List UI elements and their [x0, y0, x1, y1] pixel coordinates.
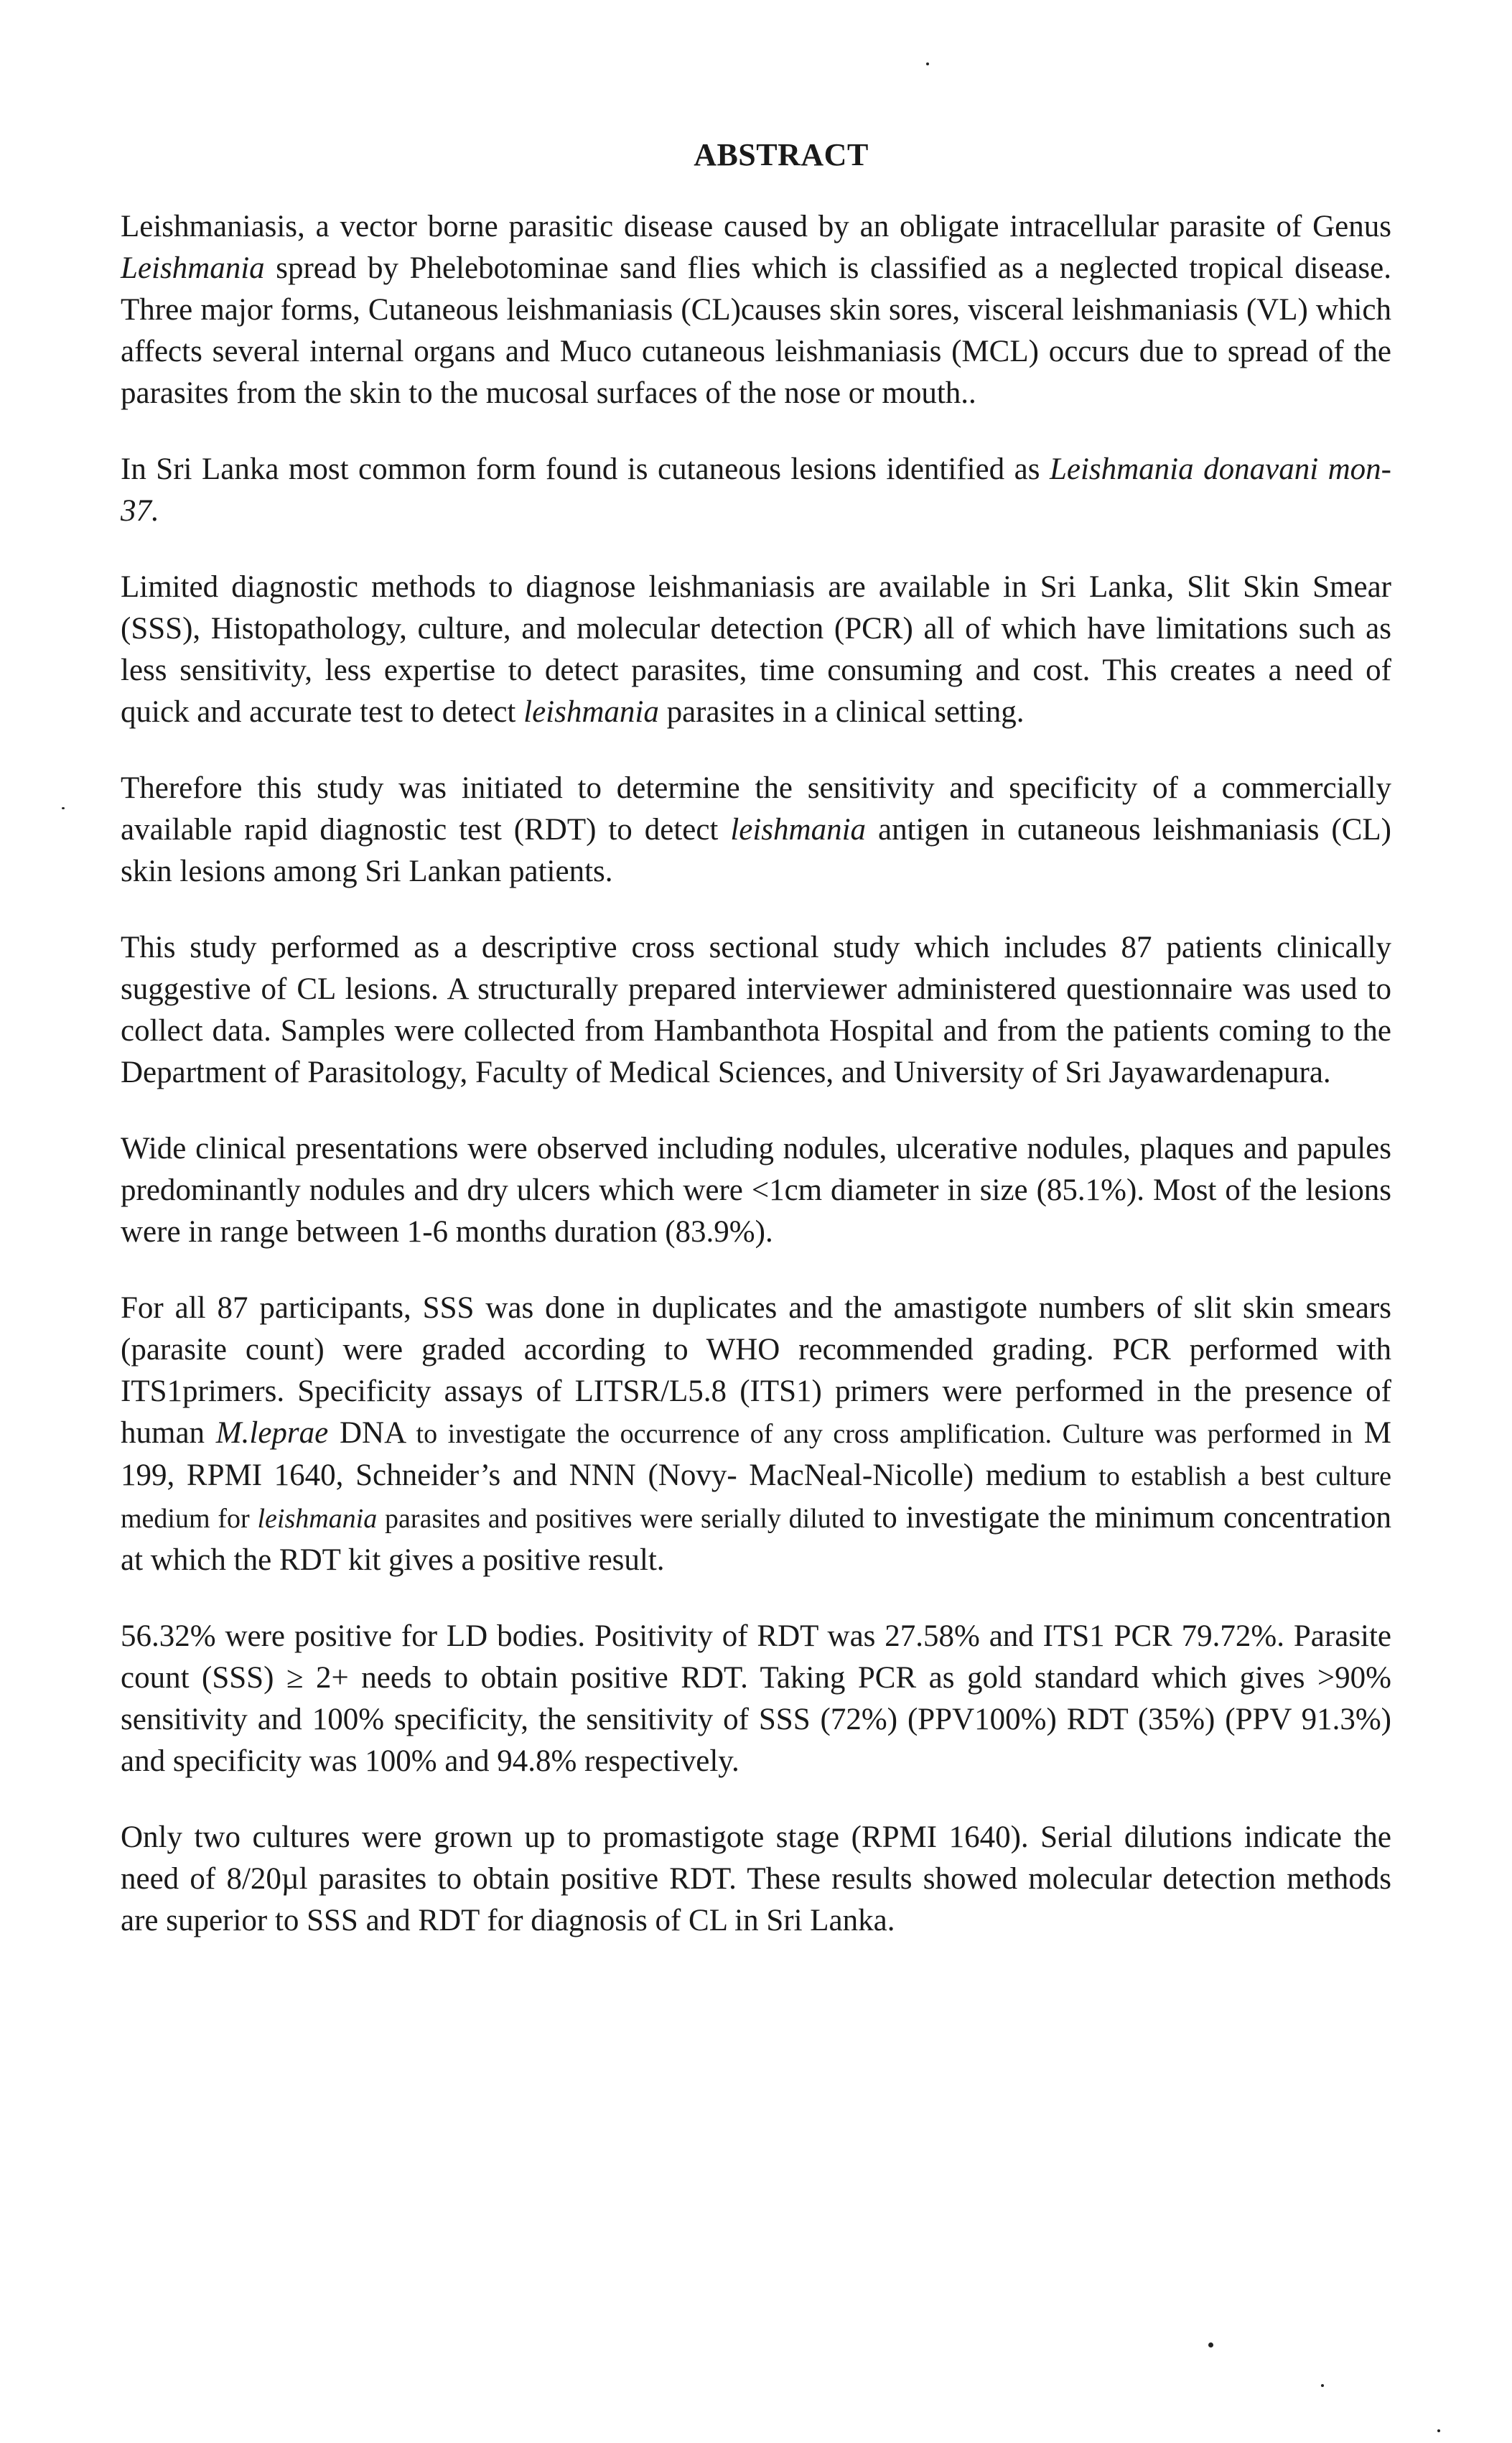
abstract-paragraph-p2 [121, 449, 1391, 532]
abstract-paragraph-p3 [121, 567, 1391, 733]
abstract-heading: ABSTRACT [694, 137, 869, 172]
italic-term: Leishmania [121, 251, 265, 285]
paragraph-text: parasites in a clinical setting. [658, 695, 1025, 729]
paragraph-text: Limited diagnostic methods to diagnose leishmaniasis are available in Sri Lanka, Slit Skin Smear (SSS), Histopathology, culture, and molecular detection (PCR) all of which have limitations such as less sensitivity, less expertise to detect parasites, time consuming and cost. This creates a need of quick and accurate test to detect [121, 570, 1391, 729]
paragraph-text: antigen in cutaneous leishmaniasis (CL) skin lesions among Sri Lankan patients. [121, 813, 1391, 888]
paragraph-text: to investigate the occurrence of any cross amplification. Culture was performed in [416, 1419, 1353, 1449]
abstract-paragraph-p6 [121, 1128, 1391, 1253]
paragraph-text: to investigate the minimum concentration at which the RDT kit gives a positive result. [121, 1501, 1391, 1577]
abstract-paragraph-p7 [121, 1288, 1391, 1581]
abstract-page [121, 136, 1391, 1976]
paragraph-text: Wide clinical presentations were observed including nodules, ulcerative nodules, plaques and papules predominantly nodules and dry ulcers which were <1cm diameter in size (85.1%). Most of the lesions were in range between 1-6 months duration (83.9%). [121, 1132, 1391, 1249]
paragraph-text: In Sri Lanka most common form found is cutaneous lesions identified as [121, 452, 1050, 486]
paragraph-text: Therefore this study was initiated to determine the sensitivity and specificity of a commercially available rapid diagnostic test (RDT) to detect [121, 771, 1391, 847]
paragraph-text: to establish a best culture medium for [121, 1461, 1391, 1534]
italic-term: leishmania [523, 695, 659, 729]
paragraph-text: DNA [328, 1416, 416, 1450]
paragraph-text: Only two cultures were grown up to promastigote stage (RPMI 1640). Serial dilutions indicate the need of 8/20µl parasites to obtain positive RDT. These results showed molecular detection methods are superior to SSS and RDT for diagnosis of CL in Sri Lanka. [121, 1820, 1391, 1937]
paragraph-text: Leishmaniasis, a vector borne parasitic disease caused by an obligate intracellular parasite of Genus [121, 210, 1391, 243]
abstract-paragraph-p1 [121, 206, 1391, 414]
abstract-paragraph-p5 [121, 927, 1391, 1094]
abstract-paragraph-p9 [121, 1817, 1391, 1942]
scan-speck [1321, 2384, 1324, 2387]
paragraph-text: M 199, RPMI 1640, Schneider’s and NNN (Novy- MacNeal-Nicolle) medium [121, 1416, 1391, 1492]
paragraph-text: For all 87 participants, SSS was done in duplicates and the amastigote numbers of slit skin smears (parasite count) were graded according to WHO recommended grading. PCR performed with ITS1primers. Specificity assays of LITSR/L5.8 (ITS1) primers were performed in the presence of human [121, 1291, 1391, 1450]
abstract-paragraph-p8 [121, 1616, 1391, 1782]
italic-term: leishmania [730, 813, 867, 847]
paragraph-text: spread by Phelebotominae sand flies which is classified as a neglected tropical disease. Three major forms, Cutaneous leishmaniasis (CL)causes skin sores, visceral leishmaniasis (VL) which affects several internal organs and Muco cutaneous leishmaniasis (MCL) occurs due to spread of the parasites from the skin to the mucosal surfaces of the nose or mouth.. [121, 251, 1391, 410]
scan-speck [1208, 2342, 1213, 2347]
italic-term: Leishmania donavani mon-37. [121, 452, 1391, 528]
paragraph-text: 56.32% were positive for LD bodies. Positivity of RDT was 27.58% and ITS1 PCR 79.72%. Parasite count (SSS) ≥ 2+ needs to obtain positive RDT. Taking PCR as gold standard which gives >90% sensitivity and 100% specificity, the sensitivity of SSS (72%) (PPV100%) RDT (35%) (PPV 91.3%) and specificity was 100% and 94.8% respectively. [121, 1619, 1391, 1778]
scan-speck [1437, 2429, 1440, 2432]
scan-speck [62, 807, 65, 809]
scan-speck [926, 62, 929, 65]
italic-term: leishmania [257, 1504, 378, 1534]
paragraph-text: parasites and positives were serially diluted [377, 1504, 865, 1534]
paragraph-text: This study performed as a descriptive cross sectional study which includes 87 patients clinically suggestive of CL lesions. A structurally prepared interviewer administered questionnaire was used to collect data. Samples were collected from Hambanthota Hospital and from the patients coming to the Department of Parasitology, Faculty of Medical Sciences, and University of Sri Jayawardenapura. [121, 931, 1391, 1089]
italic-term: M.leprae [215, 1416, 329, 1450]
abstract-body [121, 206, 1391, 1942]
abstract-paragraph-p4 [121, 768, 1391, 893]
